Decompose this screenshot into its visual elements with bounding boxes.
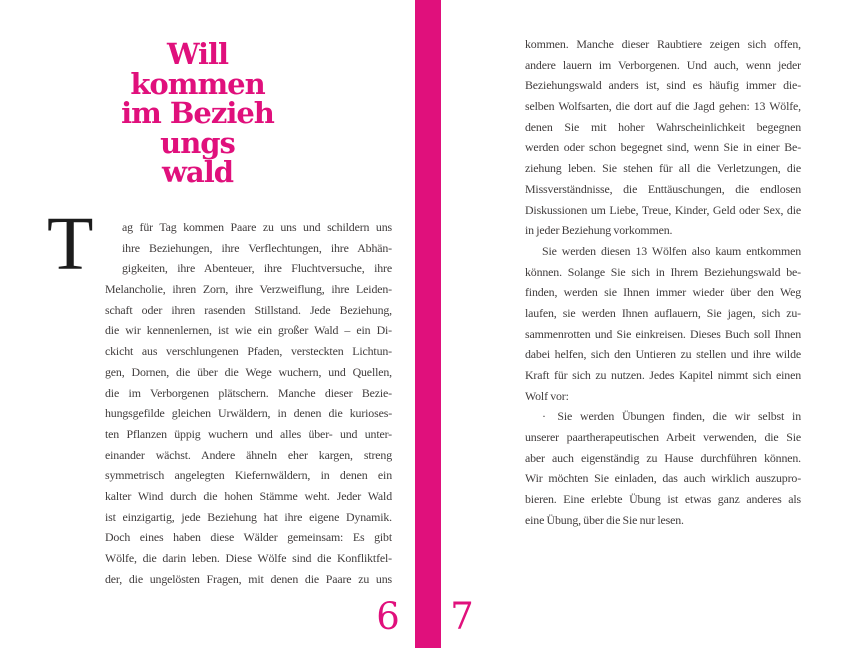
text-line: Sie werden diesen 13 Wölfen also kaum entkommen [542, 243, 801, 258]
text-line: Wolf vor: [525, 388, 569, 403]
text-line: Diskussionen um Liebe, Treue, Kinder, Geld oder Sex, die [525, 202, 801, 217]
text-line: Wölfe, die darin leben. Diese Wölfe sind die Konfliktfel- [105, 551, 392, 565]
text-line: laufen, sie werden Ihnen auflauern, Sie jagen, sich zu- [525, 305, 801, 320]
gutter-divider-bar [415, 0, 441, 648]
text-line: hungsgefilde gleichen Urwäldern, in denen die kurioses- [105, 406, 392, 421]
text-line: können. Solange Sie sich in Ihrem Beziehungswald be- [525, 264, 801, 279]
text-line: andere lauern im Verborgenen. Und auch, wenn jeder [525, 57, 801, 72]
text-line: aber auch eigenständig zu Hause durchführen können. [525, 450, 801, 465]
chapter-title-line: kommen [130, 66, 265, 101]
text-line: Melancholie, ihren Zorn, ihre Verzweiflung, ihre Leiden- [105, 282, 392, 297]
text-line: Wir möchten Sie einladen, das auch wirklich auszupro- [525, 471, 801, 486]
text-line: ckicht aus verschlungenen Pfaden, versteckten Lichtun- [105, 344, 392, 359]
text-line: ten Pflanzen üppig wuchern und alles über- und unter- [105, 426, 392, 441]
text-line: selben Wolfsarten, die dort auf die Jagd gehen: 13 Wölfe, [525, 99, 801, 114]
chapter-title-line: im Bezieh [121, 96, 274, 130]
page-number-left: 6 [376, 595, 400, 638]
text-line: ist einzigartig, jede Beziehung hat ihre eigene Dynamik. [105, 509, 392, 524]
text-line: ag für Tag kommen Paare zu uns und schildern uns [122, 220, 392, 234]
text-line: bieren. Eine erlebte Übung ist etwas ganz anderes als [525, 492, 801, 507]
text-line: werden oder schon begegnet sind, wenn Sie in einer Be- [525, 140, 801, 155]
page-number-right: 7 [450, 595, 474, 638]
text-line: schaft oder ihren rasenden Stillstand. Jede Beziehung, [105, 302, 392, 317]
text-line: denen Sie mit hoher Wahrscheinlichkeit begegnen [525, 119, 801, 134]
chapter-title-line: ungs [160, 125, 235, 160]
text-line: ihre Beziehungen, ihre Verflechtungen, ihre Abhän- [122, 240, 392, 255]
text-line: sammenrotten und Sie einkreisen. Dieses Buch soll Ihnen [525, 326, 801, 341]
text-line: die im Verborgenen plätschern. Manche dieser Bezie- [105, 385, 392, 400]
chapter-title-line: wald [161, 155, 234, 189]
text-line: kalter Wind durch die hohen Stämme weht. Jeder Wald [105, 488, 392, 503]
chapter-title-line: Will [166, 37, 229, 71]
text-line: in jeder Beziehung vorkommen. [525, 223, 673, 238]
text-line: der, die ungelösten Fragen, mit denen die Paare zu uns [105, 571, 392, 586]
text-line: Beziehungswald anders ist, sind es häufig immer die- [525, 78, 801, 93]
text-line: gen, Dornen, die über die Wege wuchern, und Quellen, [105, 364, 392, 379]
text-line: finden, werden sie Ihnen immer wieder über den Weg [525, 285, 801, 300]
text-line: Doch eines haben diese Wälder gemeinsam: Es gibt [105, 530, 392, 545]
text-line: kommen. Manche dieser Raubtiere zeigen sich offen, [525, 37, 801, 51]
text-line: ziehung leben. Sie stehen für all die Verletzungen, die [525, 161, 801, 176]
text-line: Missverständnisse, die Enttäuschungen, die endlosen [525, 181, 801, 196]
drop-cap: T [47, 202, 94, 286]
text-line: symmetrisch angelegten Kiefernwäldern, in denen ein [105, 468, 392, 483]
text-line: gigkeiten, ihre Abenteuer, ihre Fluchtversuche, ihre [122, 261, 392, 276]
chapter-title [105, 37, 290, 189]
left-page-text [105, 217, 392, 589]
text-line: eine Übung, über die Sie nur lesen. [525, 512, 684, 527]
text-line: unserer paartherapeutischen Arbeit verwenden, die Sie [525, 430, 801, 445]
text-line: einander wächst. Andere ähneln eher kargen, streng [105, 447, 392, 462]
text-line: dabei helfen, sich den Untieren zu stellen und ihre wilde [525, 347, 801, 362]
text-line: Kraft für sich zu nutzen. Jedes Kapitel nimmt sich einen [525, 368, 801, 382]
text-line: die wir kennenlernen, ist wie ein großer Wald – ein Di- [105, 323, 392, 338]
text-line: · Sie werden Übungen finden, die wir selbst in [542, 409, 801, 424]
right-page-text [525, 34, 801, 531]
